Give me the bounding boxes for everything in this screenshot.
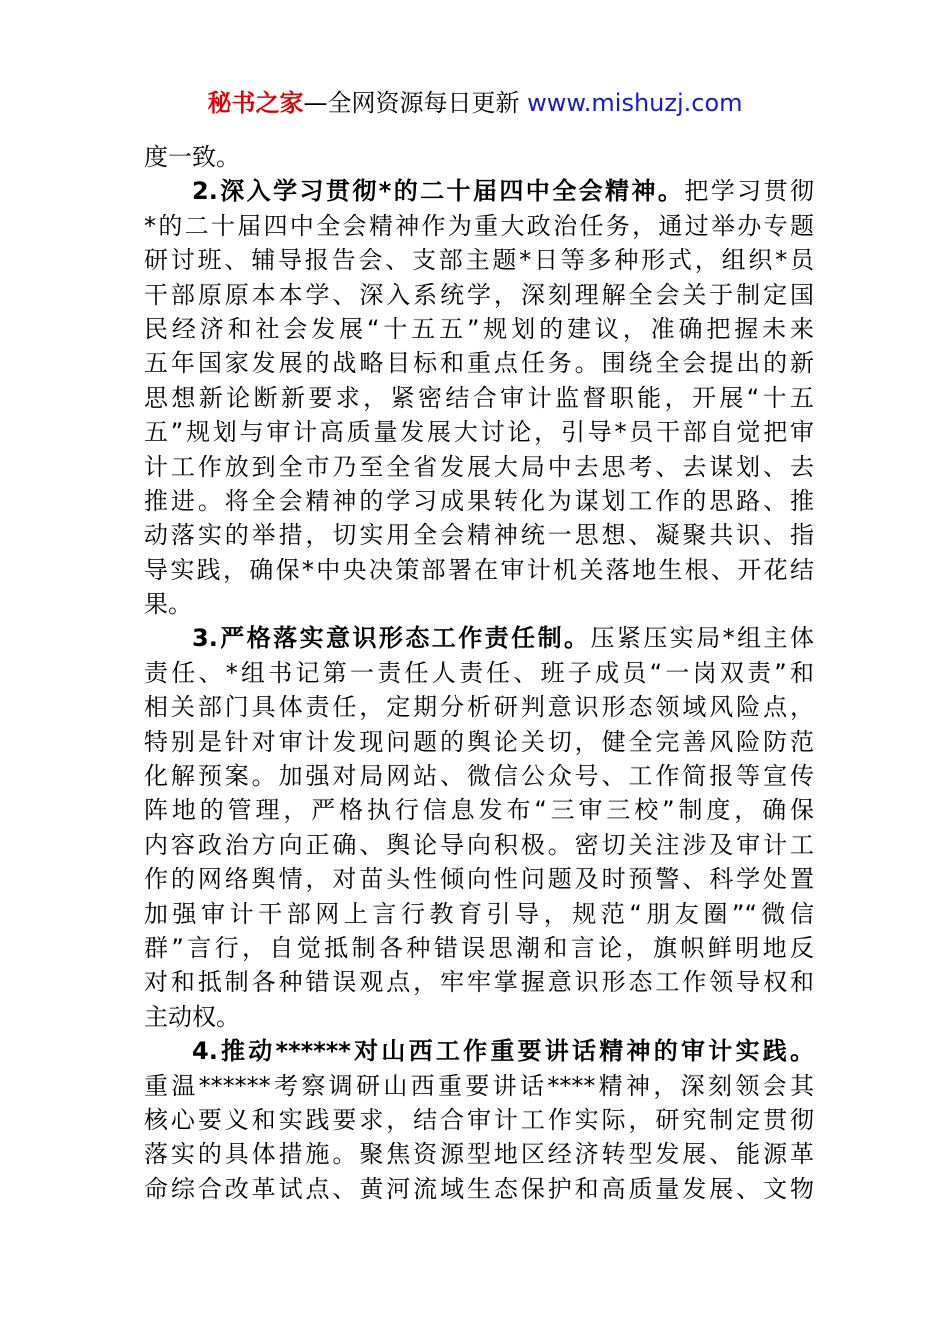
section-heading: 4.推动******对山西工作重要讲话精神的审计实践。 bbox=[192, 1037, 814, 1066]
body-text-line bbox=[144, 415, 814, 449]
body-text-line bbox=[144, 346, 814, 380]
paragraph-text: 思想新论断新要求，紧密结合审计监督职能，开展“十五 bbox=[144, 383, 814, 412]
body-text-line bbox=[144, 725, 814, 759]
paragraph-text: 作的网络舆情，对苗头性倾向性问题及时预警、科学处置 bbox=[144, 865, 814, 894]
body-text-line bbox=[144, 1137, 814, 1171]
body-text-line bbox=[144, 381, 814, 415]
section-heading-line bbox=[144, 1034, 814, 1068]
body-text-line bbox=[144, 759, 814, 793]
body-text-line bbox=[144, 862, 814, 896]
body-text-line bbox=[144, 793, 814, 827]
paragraph-text: 阵地的管理，严格执行信息发布“三审三校”制度，确保 bbox=[144, 796, 814, 825]
paragraph-text: 相关部门具体责任，定期分析研判意识形态领域风险点， bbox=[144, 693, 814, 722]
paragraph-text: 民经济和社会发展“十五五”规划的建议，准确把握未来 bbox=[144, 314, 814, 343]
body-text-line bbox=[144, 656, 814, 690]
body-text-line bbox=[144, 209, 814, 243]
section-heading-line bbox=[144, 174, 814, 208]
paragraph-text: 干部原原本本学、深入系统学，深刻理解全会关于制定国 bbox=[144, 280, 814, 309]
body-text-line bbox=[144, 278, 814, 312]
paragraph-text: *的二十届四中全会精神作为重大政治任务，通过举办专题 bbox=[144, 211, 814, 240]
paragraph-text: 内容政治方向正确、舆论导向积极。密切关注涉及审计工 bbox=[144, 830, 814, 859]
paragraph-text: 压紧压实局*组主体 bbox=[590, 624, 814, 653]
body-text-line bbox=[144, 931, 814, 965]
body-text-line bbox=[144, 1103, 814, 1137]
body-text-line bbox=[144, 690, 814, 724]
site-header bbox=[0, 86, 950, 120]
body-text-line bbox=[144, 140, 814, 174]
body-text-line bbox=[144, 965, 814, 999]
paragraph-text: 推进。将全会精神的学习成果转化为谋划工作的思路、推 bbox=[144, 486, 814, 515]
paragraph-text: 责任、*组书记第一责任人责任、班子成员“一岗双责”和 bbox=[144, 658, 814, 687]
body-text-line bbox=[144, 587, 814, 621]
paragraph-text: 特别是针对审计发现问题的舆论关切，健全完善风险防范 bbox=[144, 727, 814, 756]
paragraph-text: 把学习贯彻 bbox=[684, 177, 815, 206]
paragraph-text: 加强审计干部网上言行教育引导，规范“朋友圈”“微信 bbox=[144, 899, 814, 928]
body-text-line bbox=[144, 312, 814, 346]
paragraph-text: 研讨班、辅导报告会、支部主题*日等多种形式，组织*员 bbox=[144, 246, 814, 275]
document-body bbox=[144, 140, 814, 1206]
body-text-line bbox=[144, 1000, 814, 1034]
paragraph-text: 计工作放到全市乃至全省发展大局中去思考、去谋划、去 bbox=[144, 452, 814, 481]
body-text-line bbox=[144, 484, 814, 518]
body-text-line bbox=[144, 518, 814, 552]
paragraph-text: 核心要义和实践要求，结合审计工作实际，研究制定贯彻 bbox=[144, 1105, 814, 1134]
paragraph-text: 化解预案。加强对局网站、微信公众号、工作简报等宣传 bbox=[144, 762, 814, 791]
paragraph-text: 果。 bbox=[144, 590, 192, 619]
body-text-line bbox=[144, 450, 814, 484]
body-text-line bbox=[144, 1172, 814, 1206]
paragraph-text: 主动权。 bbox=[144, 1002, 240, 1031]
paragraph-text: 导实践，确保*中央决策部署在审计机关落地生根、开花结 bbox=[144, 555, 814, 584]
site-tagline: —全网资源每日更新 bbox=[303, 89, 528, 117]
section-heading-line bbox=[144, 621, 814, 655]
body-text-line bbox=[144, 1069, 814, 1103]
paragraph-text: 五”规划与审计高质量发展大讨论，引导*员干部自觉把审 bbox=[144, 418, 814, 447]
paragraph-text: 度一致。 bbox=[144, 143, 240, 171]
paragraph-text: 对和抵制各种错误观点，牢牢掌握意识形态工作领导权和 bbox=[144, 968, 814, 997]
section-heading: 2.深入学习贯彻*的二十届四中全会精神。 bbox=[192, 177, 685, 206]
body-text-line bbox=[144, 897, 814, 931]
paragraph-text: 动落实的举措，切实用全会精神统一思想、凝聚共识、指 bbox=[144, 521, 814, 550]
paragraph-text: 命综合改革试点、黄河流域生态保护和高质量发展、文物 bbox=[144, 1174, 814, 1203]
paragraph-text: 落实的具体措施。聚焦资源型地区经济转型发展、能源革 bbox=[144, 1140, 814, 1169]
site-brand: 秘书之家 bbox=[207, 89, 304, 117]
body-text-line bbox=[144, 828, 814, 862]
paragraph-text: 群”言行，自觉抵制各种错误思潮和言论，旗帜鲜明地反 bbox=[144, 933, 814, 962]
paragraph-text: 重温******考察调研山西重要讲话****精神，深刻领会其 bbox=[144, 1071, 814, 1100]
site-url-link[interactable]: www.mishuzj.com bbox=[527, 89, 743, 117]
body-text-line bbox=[144, 553, 814, 587]
paragraph-text: 五年国家发展的战略目标和重点任务。围绕全会提出的新 bbox=[144, 349, 814, 378]
section-heading: 3.严格落实意识形态工作责任制。 bbox=[192, 624, 591, 653]
body-text-line bbox=[144, 243, 814, 277]
